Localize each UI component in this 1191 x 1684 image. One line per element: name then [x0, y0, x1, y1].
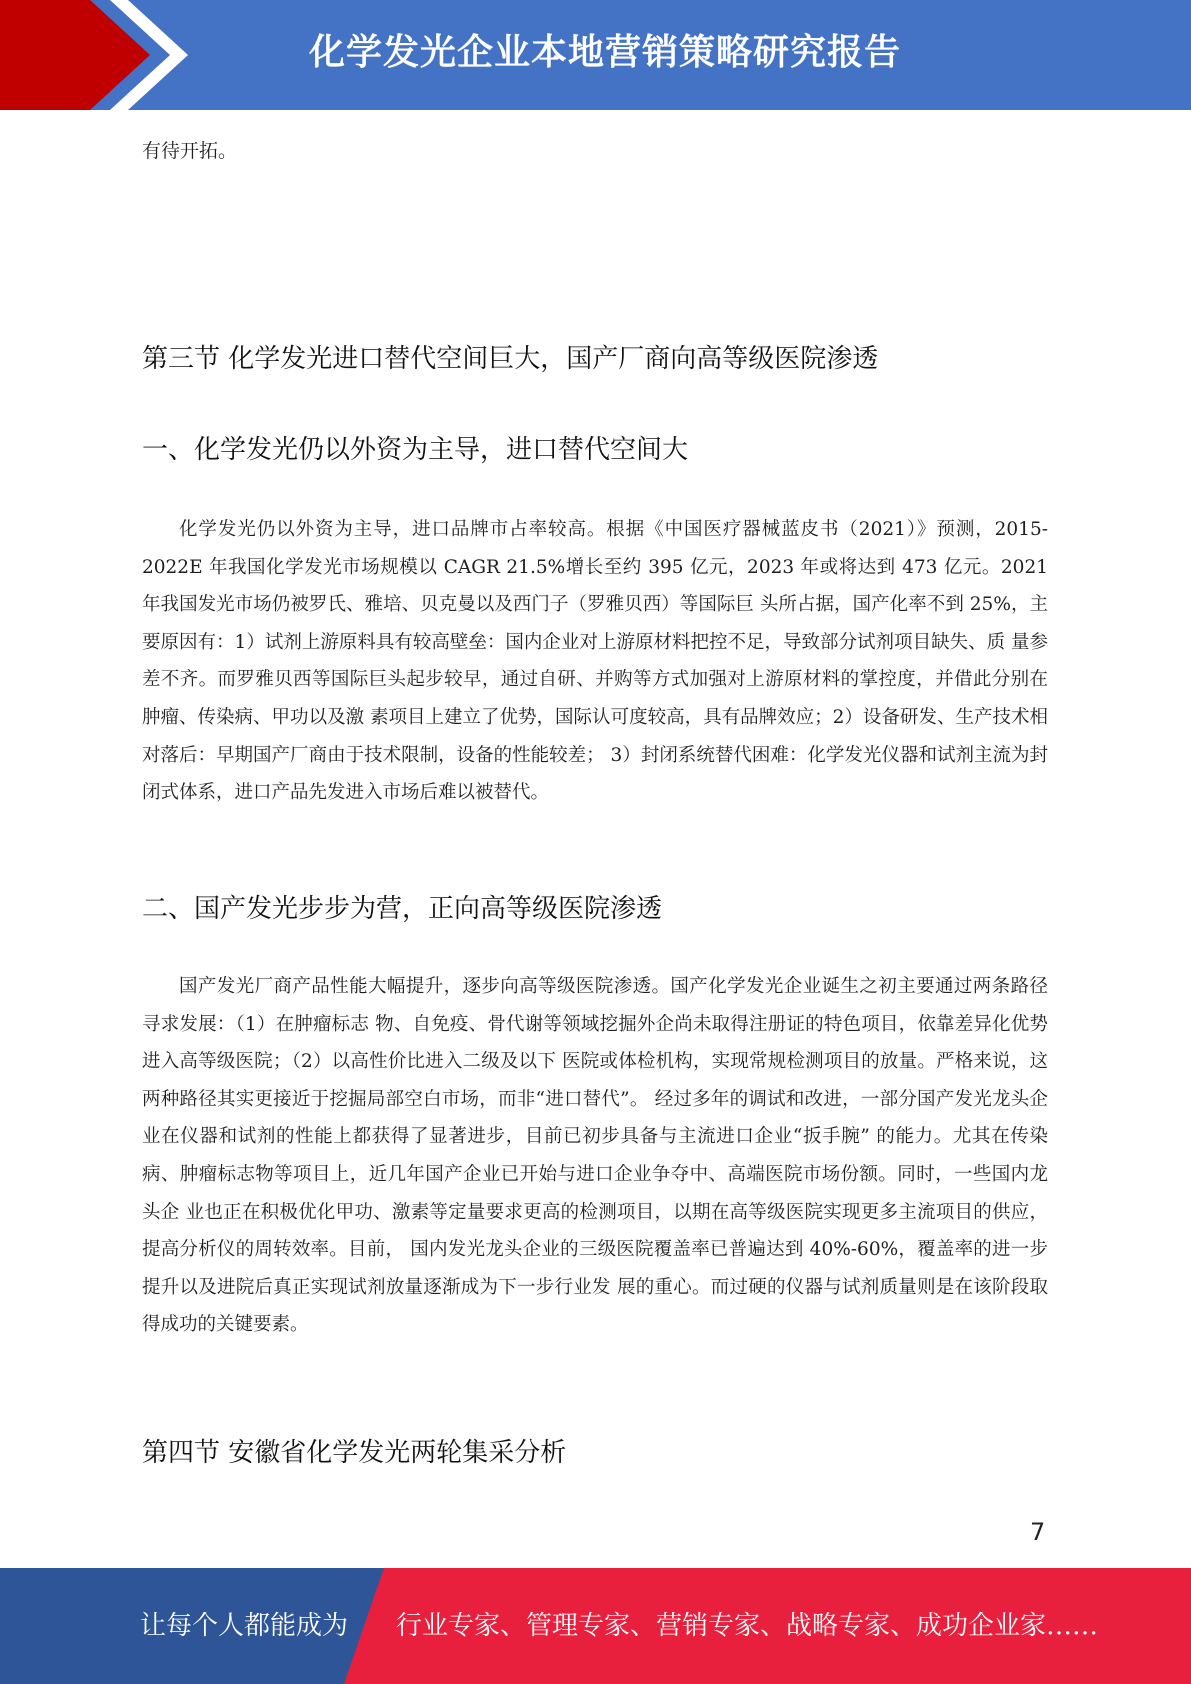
page-number: 7 [1030, 1518, 1046, 1546]
footer-slogan-right: 行业专家、管理专家、营销专家、战略专家、成功企业家…… [396, 1611, 1099, 1641]
page-header [0, 0, 1191, 110]
report-title: 化学发光企业本地营销策略研究报告 [308, 32, 901, 73]
subsection-heading-1: 一、化学发光仍以外资为主导，进口替代空间大 [142, 435, 689, 465]
section-heading-3: 第三节 化学发光进口替代空间巨大，国产厂商向高等级医院渗透 [142, 344, 879, 374]
continuation-text: 有待开拓。 [142, 140, 238, 162]
footer-slogan-left: 让每个人都能成为 [140, 1611, 349, 1641]
body-paragraph-1: 化学发光仍以外资为主导，进口品牌市占率较高。根据《中国医疗器械蓝皮书（2021）》预测，2015-2022E 年我国化学发光市场规模以 CAGR 21.5%增长至约 395 亿元，2023 年或将达到 473 亿元。2021 年我国发光市场仍被罗氏、雅培、贝克曼以及西门子（罗雅贝西）等国际巨 头所占据，国产化率不到 25%，主要原因有：1）试剂上游原料具有较高壁垒：国内企业对上游原材料把控不足，导致部分试剂项目缺失、质 量参差不齐。而罗雅贝西等国际巨头起步较早，通过自研、并购等方式加强对上游原材料的掌控度，并借此分别在肿瘤、传染病、甲功以及激 素项目上建立了优势，国际认可度较高，具有品牌效应；2）设备研发、生产技术相对落后：早期国产厂商由于技术限制，设备的性能较差； 3）封闭系统替代困难：化学发光仪器和试剂主流为封闭式体系，进口产品先发进入市场后难以被替代。 [142, 519, 1048, 804]
page-footer [0, 1568, 1191, 1684]
subsection-heading-2: 二、国产发光步步为营，正向高等级医院渗透 [142, 894, 663, 924]
body-paragraph-2: 国产发光厂商产品性能大幅提升，逐步向高等级医院渗透。国产化学发光企业诞生之初主要通过两条路径寻求发展：（1）在肿瘤标志 物、自免疫、骨代谢等领域挖掘外企尚未取得注册证的特色项目，依靠差异化优势进入高等级医院；（2）以高性价比进入二级及以下 医院或体检机构，实现常规检测项目的放量。严格来说，这两种路径其实更接近于挖掘局部空白市场，而非“进口替代”。 经过多年的调试和改进，一部分国产发光龙头企业在仪器和试剂的性能上都获得了显著进步，目前已初步具备与主流进口企业“扳手腕” 的能力。尤其在传染病、肿瘤标志物等项目上，近几年国产企业已开始与进口企业争夺中、高端医院市场份额。同时，一些国内龙头企 业也正在积极优化甲功、激素等定量要求更高的检测项目，以期在高等级医院实现更多主流项目的供应，提高分析仪的周转效率。目前， 国内发光龙头企业的三级医院覆盖率已普遍达到 40%-60%，覆盖率的进一步提升以及进院后真正实现试剂放量逐渐成为下一步行业发 展的重心。而过硬的仪器与试剂质量则是在该阶段取得成功的关键要素。 [142, 976, 1048, 1336]
section-heading-4: 第四节 安徽省化学发光两轮集采分析 [142, 1438, 567, 1468]
